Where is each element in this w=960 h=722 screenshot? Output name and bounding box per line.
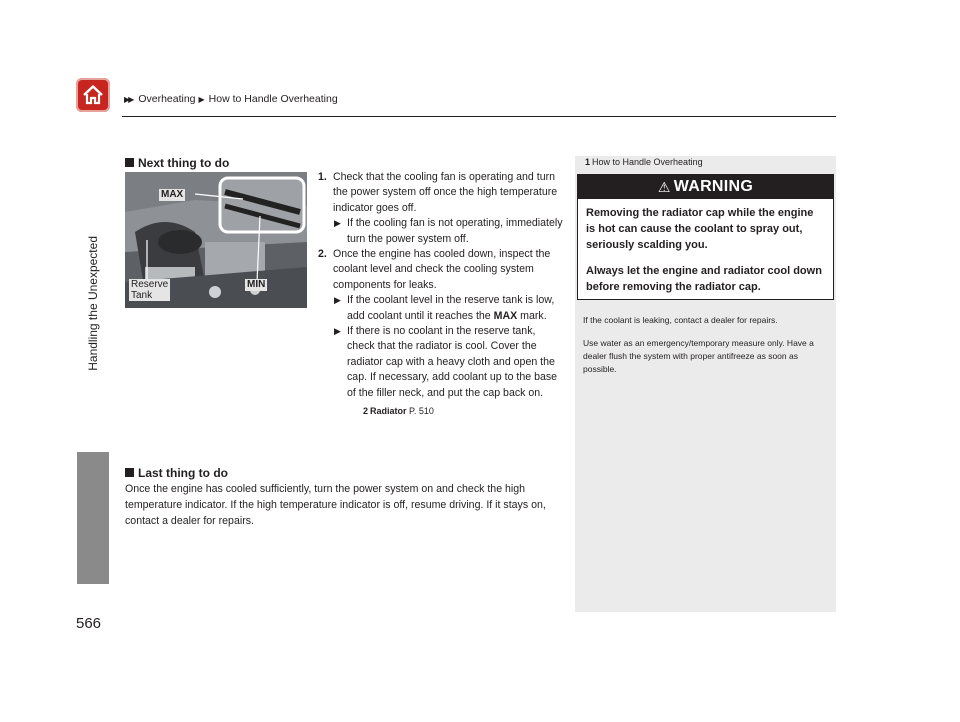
section-heading-next [125,156,229,170]
section-heading-text: Next thing to do [138,156,230,170]
warning-text: Removing the radiator cap while the engine is hot can cause the coolant to spray out, seriously scalding you. Always let the engine and radiator cool down before removing the radiator cap. [586,207,822,293]
sidebar-panel [575,156,836,612]
chapter-tab-label: Handling the Unexpected [86,236,100,371]
breadcrumb-item[interactable]: Overheating [138,93,196,105]
reference-icon: 2 [363,406,369,417]
step-2-note-1: ▶ If the coolant level in the reserve tank is low, add coolant until it reaches the MAX mark. [334,294,555,322]
square-bullet-icon [125,468,134,477]
engine-bay-image [125,172,307,308]
arrow-right-icon: ▶ [334,295,341,306]
warning-box [577,174,834,300]
page-number: 566 [76,615,102,632]
sidebar-note: Use water as an emergency/temporary measure only. Have a dealer flush the system with proper antifreeze as soon as possible. [583,338,814,374]
min-label: MIN [247,279,266,290]
chevron-right-icon: ▶▶ [124,94,133,104]
step-1-note: ▶ If the cooling fan is not operating, immediately turn the power system off. [334,217,563,245]
square-bullet-icon [125,158,134,167]
warning-banner: ⚠ WARNING [578,175,833,199]
steps-list [318,170,564,420]
reserve-tank-label: Reserve Tank [131,279,169,301]
last-thing-text: Once the engine has cooled sufficiently, turn the power system on and check the high temperature indicator. If the high temperature indicator is off, resume driving. If it stays on, contact a dealer for repairs. [125,483,546,527]
breadcrumb-item[interactable]: How to Handle Overheating [208,93,338,105]
step-1: 1. Check that the cooling fan is operating and turn the power system off once the high temperature indicator goes off. [318,171,558,214]
sidebar-note: If the coolant is leaking, contact a dealer for repairs. [583,315,778,325]
sidebar-title: 1 How to Handle Overheating [585,157,703,167]
warning-triangle-icon: ⚠ [657,178,671,195]
arrow-right-icon: ▶ [334,218,341,229]
step-2: 2. Once the engine has cooled down, inspect the coolant level and check the cooling system components for leaks. [318,248,551,291]
home-icon [81,83,105,107]
cross-reference-link[interactable]: 2 Radiator P. 510 [318,404,564,419]
chapter-tab [77,127,109,480]
step-2-note-2: ▶ If there is no coolant in the reserve tank, check that the radiator is cool. Cover the radiator cap with a heavy cloth and open the cap. If necessary, add coolant up to the base of the filler neck, and put the cap back on. [334,325,558,399]
chapter-tab-marker [77,452,109,584]
header-divider [122,116,836,117]
section-heading-last [125,466,228,480]
reference-icon: 1 [585,157,591,167]
max-label: MAX [161,189,184,200]
home-button[interactable] [76,78,110,112]
chevron-right-icon: ▶ [198,94,203,104]
breadcrumb [124,93,338,105]
arrow-right-icon: ▶ [334,326,341,337]
section-heading-text: Last thing to do [138,466,228,480]
